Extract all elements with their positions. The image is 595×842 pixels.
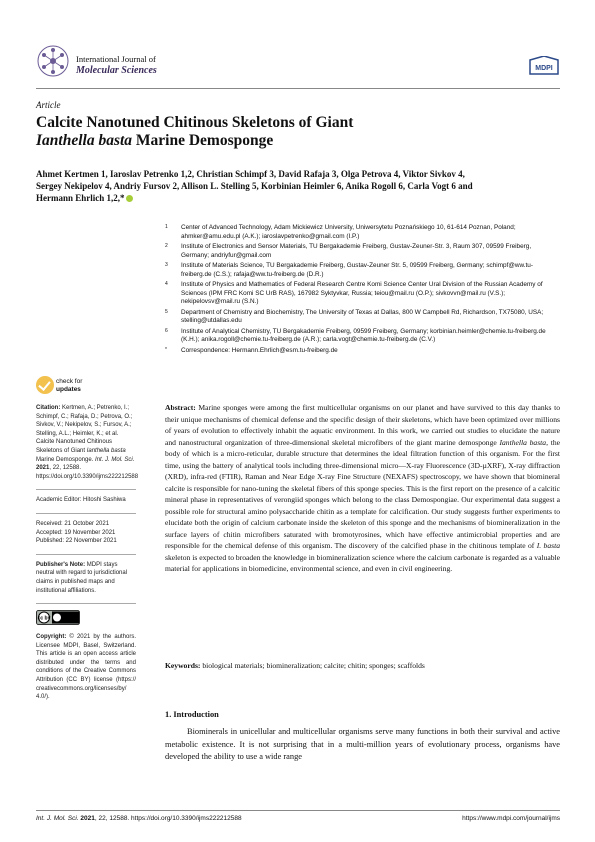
citation-text-3: , 22, 12588. https://doi.org/10.3390/ijms222212588 bbox=[36, 465, 139, 480]
affiliation-text: Institute of Physics and Mathematics of Federal Research Centre Komi Science Center Ural Division of the Russian Academy of Sciences (IPM FRC Komi SC UrB RAS), 167982 Syktyvkar, Russia; teiou@mail.ru (O.P.); sivkovvn@mail.ru (V.S.); nekipelovsv@mail.ru (S.N.) bbox=[181, 281, 543, 305]
left-sidebar bbox=[36, 404, 139, 710]
affiliation-item bbox=[165, 262, 560, 279]
check-updates-label-1: check for bbox=[56, 378, 83, 385]
article-type: Article bbox=[36, 100, 61, 110]
abstract-text-3: skeleton is expected to broaden the knowledge in biomineralization science where the calcium carbonate is regarded as a valuable material for applications in biomedicine, environmental science, and even in civil engineering. bbox=[165, 552, 560, 573]
divider bbox=[36, 489, 136, 490]
accepted-date: Accepted: 19 November 2021 bbox=[36, 529, 116, 536]
affiliation-item bbox=[165, 328, 560, 345]
citation-text-1: Kertmen, A.; Petrenko, I.; Schimpf, C.; Rafaja, D.; Petrova, O.; Sivkov, V.; Nekipelov, S.; Fursov, A.; Stelling, A.L.; Heimler, K.; et al. Calcite Nanotuned Chitinous Skeletons of Giant bbox=[36, 405, 133, 454]
journal-logo-icon bbox=[36, 44, 70, 78]
publisher-note-label: Publisher's Note: bbox=[36, 561, 86, 568]
affiliation-number: 6 bbox=[165, 327, 168, 334]
affiliation-text: Department of Chemistry and Biochemistry, The University of Texas at Dallas, 800 W Campbell Rd, Richardson, TX75080, USA; stelling@utdallas.edu bbox=[181, 308, 544, 324]
title-rest: Marine Demosponge bbox=[132, 132, 274, 149]
journal-header bbox=[36, 42, 560, 82]
abstract-text-1: Marine sponges were among the first multicellular organisms on our planet and have survived to this day thanks to their unique mechanisms of chemical defense and the specific design of their skeletons, which have been optimized over millions of years of evolution to effectively inhabit the aquatic environment. In this work, we carried out studies to elucidate the nature and nanostructural organization of three-dimensional skeletal microfibers of the giant marine demosponge bbox=[165, 403, 560, 447]
author-list bbox=[36, 168, 560, 204]
title-line-1: Calcite Nanotuned Chitinous Skeletons of Giant bbox=[36, 114, 354, 131]
title-species: Ianthella basta bbox=[36, 132, 133, 149]
affiliation-text: Center of Advanced Technology, Adam Mickiewicz University, Uniwersytetu Poznańskiego 10, 61-614 Poznan, Poland; ahmker@amu.edu.pl (A.K.); iaroslavpetrenko@gmail.com (I.P.) bbox=[181, 224, 516, 240]
footer-year: 2021 bbox=[78, 815, 95, 822]
section-heading: 1. Introduction bbox=[165, 710, 219, 719]
citation-label: Citation: bbox=[36, 405, 61, 411]
authors-line-3 bbox=[36, 192, 560, 204]
citation-year: 2021 bbox=[36, 465, 50, 472]
affiliation-text: Institute of Analytical Chemistry, TU Bergakademie Freiberg, 09599 Freiberg, Germany; korbinian.heimler@chemie.tu-freiberg.de (K.H.); anika.rogoll@chemie.tu-freiberg.de (A.R.); carla.vogt@chemie.tu-freiberg.de (C.V.) bbox=[181, 327, 546, 343]
published-date: Published: 22 November 2021 bbox=[36, 538, 117, 545]
abstract-label: Abstract: bbox=[165, 403, 196, 412]
affiliations bbox=[165, 224, 560, 357]
journal-name: International Journal of bbox=[76, 54, 156, 64]
affiliation-item bbox=[165, 243, 560, 260]
keywords bbox=[165, 660, 560, 671]
affiliation-item bbox=[165, 309, 560, 326]
keywords-text: biological materials; biomineralization; calcite; chitin; sponges; scaffolds bbox=[200, 661, 425, 670]
academic-editor: Academic Editor: Hitoshi Sashiwa bbox=[36, 497, 126, 504]
citation-block bbox=[36, 404, 139, 481]
citation-journal: Int. J. Mol. Sci. bbox=[95, 456, 135, 463]
title-line-2 bbox=[36, 132, 476, 150]
authors-line-2: Sergey Nekipelov 4, Andriy Fursov 2, Allison L. Stelling 5, Korbinian Heimler 6, Anika Rogoll 6, Carla Vogt 6 and bbox=[36, 181, 473, 191]
affiliation-number: 1 bbox=[165, 224, 168, 230]
correspondence bbox=[165, 347, 560, 356]
citation-text-2: Marine Demosponge. bbox=[36, 456, 96, 463]
abstract-text-2: , the body of which is a micro-reticular, durable structure that determines the ideal filtration function of this organism. For the first time, using the battery of analytical tools including three-dimensional micro—X-ray Fluorescence (3D-µXRF), X-ray diffraction (XRD), infra-red (FTIR), Raman and Near Edge X-ray Fine Structure (NEXAFS) spectroscopy, we have shown that biomineral calcite is responsible for nano-tuning the skeletal fibers of this sponge species. This is the first report on the presence of a calcitic mineral phase in representatives of verongiid sponges which belong to the class Demospongiae. Our experimental data suggest a possible role for structural amino polysaccharide chitin as a template for calcification. Our study suggests further experiments to elucidate both the origin of calcium carbonate inside the skeleton of this sponge and the mechanisms of biomineralization in the surface layers of chitin microfibers saturated with bromotyrosines, which have effective antimicrobial properties and are responsible for the chemical defense of this organism. The discovery of the calcified phase in the chitinous template of bbox=[165, 437, 560, 550]
journal-subtitle: Molecular Sciences bbox=[76, 65, 157, 76]
footer-journal: Int. J. Mol. Sci. bbox=[36, 815, 79, 822]
article-title bbox=[36, 114, 476, 150]
authors-line-3-text: Hermann Ehrlich 1,2,* bbox=[36, 193, 125, 203]
copyright-block bbox=[36, 633, 136, 702]
footer-doi[interactable]: , 22, 12588. https://doi.org/10.3390/ijms222212588 bbox=[94, 815, 242, 822]
affiliation-text: Institute of Materials Science, TU Bergakademie Freiberg, Gustav-Zeuner Str. 5, 09599 Freiberg, Germany; schimpf@ww.tu-freiberg.de (C.S.); rafaja@ww.tu-freiberg.de (D.R.) bbox=[181, 262, 533, 278]
correspondence-text: Correspondence: Hermann.Ehrlich@esm.tu-freiberg.de bbox=[181, 346, 338, 354]
affiliation-item bbox=[165, 281, 560, 307]
abstract-species-2: I. basta bbox=[536, 541, 561, 550]
copyright-label: Copyright: bbox=[36, 634, 67, 641]
divider bbox=[36, 554, 136, 555]
header-divider bbox=[36, 88, 560, 89]
affiliation-item bbox=[165, 224, 560, 241]
check-icon bbox=[36, 376, 54, 394]
affiliation-number: 4 bbox=[165, 281, 168, 287]
check-for-updates-button[interactable] bbox=[36, 376, 106, 398]
orcid-icon[interactable] bbox=[126, 195, 133, 202]
check-updates-label-2: updates bbox=[56, 386, 81, 393]
divider bbox=[36, 513, 136, 514]
publisher-note-text: MDPI stays neutral with regard to jurisdictional claims in published maps and institutional affiliations. bbox=[36, 561, 128, 594]
footer-citation bbox=[36, 815, 242, 822]
mdpi-logo-text: MDPI bbox=[535, 65, 553, 72]
publisher-note bbox=[36, 561, 136, 595]
abstract bbox=[165, 402, 560, 575]
mdpi-logo-icon bbox=[528, 56, 560, 76]
cc-by-license-icon[interactable] bbox=[36, 610, 80, 625]
authors-line-1: Ahmet Kertmen 1, Iaroslav Petrenko 1,2, Christian Schimpf 3, David Rafaja 3, Olga Petrova 4, Viktor Sivkov 4, bbox=[36, 169, 465, 179]
keywords-label: Keywords: bbox=[165, 661, 201, 670]
citation-species: Ianthella basta bbox=[86, 447, 126, 454]
affiliation-text: Institute of Electronics and Sensor Materials, TU Bergakademie Freiberg, Gustav-Zeuner-Str. 3, Raum 307, 09599 Freiberg, Germany; andriyfur@gmail.com bbox=[181, 243, 532, 259]
affiliation-number: * bbox=[165, 346, 167, 353]
affiliation-number: 3 bbox=[165, 262, 168, 268]
divider bbox=[36, 603, 136, 604]
abstract-species-1: Ianthella basta bbox=[499, 437, 547, 447]
received-date: Received: 21 October 2021 bbox=[36, 520, 110, 527]
footer-journal-link[interactable]: https://www.mdpi.com/journal/ijms bbox=[462, 815, 560, 822]
copyright-text: © 2021 by the authors. Licensee MDPI, Basel, Switzerland. This article is an open access article distributed under the terms and conditions of the Creative Commons Attribution (CC BY) license (https:// creativecommons.org/licenses/by/ 4.0/). bbox=[36, 634, 136, 701]
affiliation-number: 5 bbox=[165, 308, 168, 315]
section-body: Biominerals in unicellular and multicellular organisms serve many functions in both their survival and active metabolic existence. It is not surprising that in a multi-million years of evolutionary process, organisms have developed the ability to use a wide range bbox=[165, 727, 560, 761]
footer-divider bbox=[36, 810, 560, 811]
cc-logo-text: cc by bbox=[37, 615, 51, 622]
affiliation-number: 2 bbox=[165, 243, 168, 249]
dates-block bbox=[36, 520, 136, 546]
